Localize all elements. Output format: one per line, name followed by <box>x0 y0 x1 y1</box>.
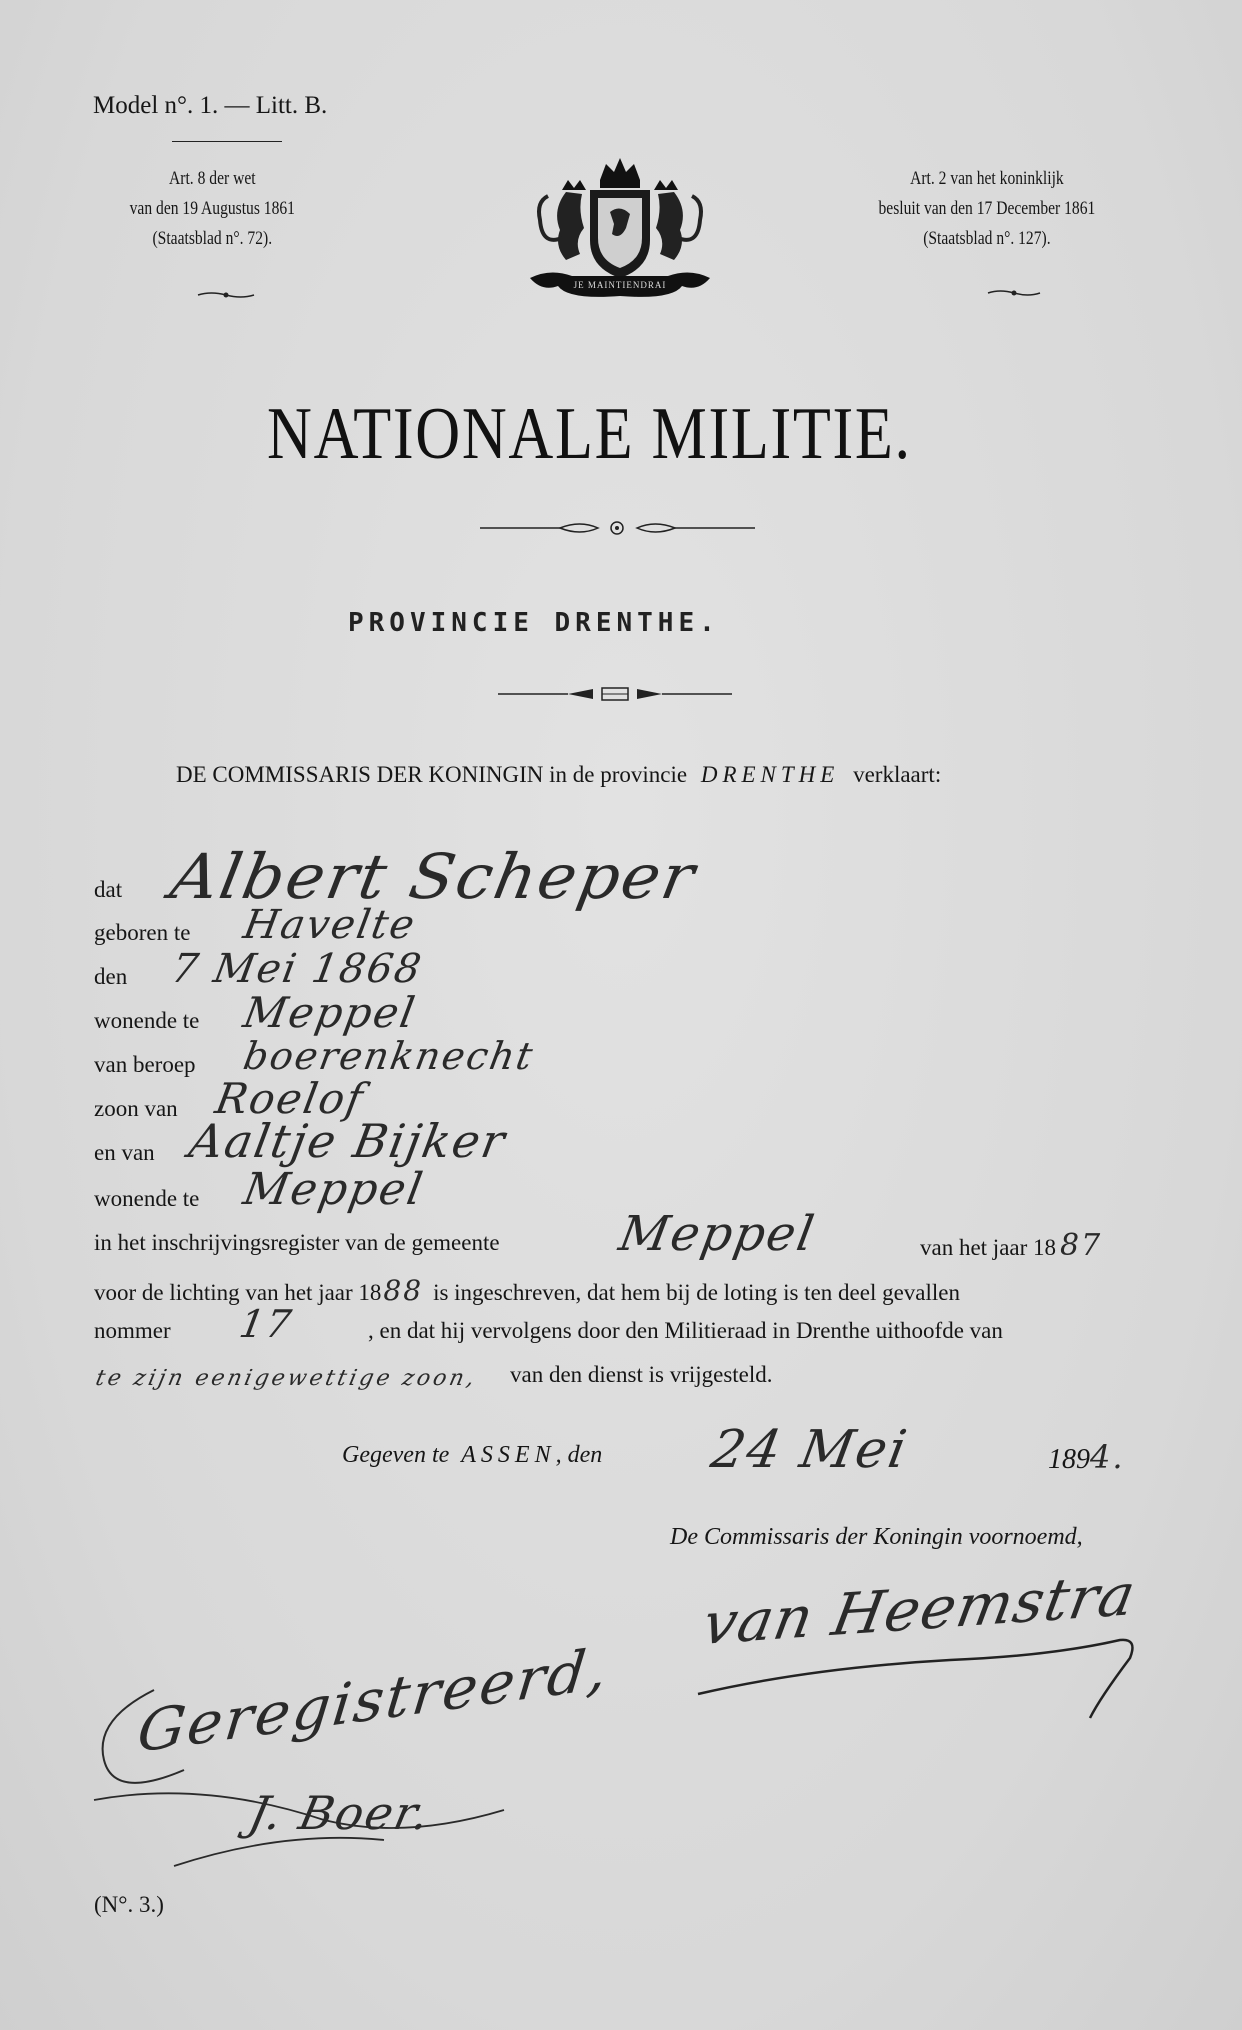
title-ornament <box>480 518 755 538</box>
page-title: NATIONALE MILITIE. <box>267 393 912 475</box>
coat-motto: JE MAINTIENDRAI <box>573 280 667 290</box>
left-legal-reference <box>118 164 307 254</box>
body-line-3b: , en dat hij vervolgens door den Militieraad in Drenthe uithoofde van <box>368 1318 1003 1343</box>
register-year-prefix: van het jaar 18 <box>920 1235 1057 1260</box>
field-birthplace: Havelte <box>239 902 420 948</box>
province-heading: PROVINCIE DRENTHE. <box>348 608 720 638</box>
province-name: DRENTHE <box>700 762 840 787</box>
lichting-year: 88 <box>383 1274 424 1307</box>
given-year-suffix: 4. <box>1090 1438 1125 1476</box>
form-number: (N°. 3.) <box>94 1892 164 1917</box>
right-ref-line: (Staatsblad n°. 127). <box>923 228 1051 249</box>
right-ref-line: Art. 2 van het koninklijk <box>910 168 1064 189</box>
label-nommer: nommer <box>94 1318 171 1343</box>
right-legal-reference <box>868 164 1106 254</box>
registration-flourish <box>84 1680 524 1880</box>
field-given-date: 24 Mei <box>706 1420 913 1480</box>
body-line-1b <box>920 1228 1102 1263</box>
body-line-1a: in het inschrijvingsregister van de gemeente <box>94 1230 500 1255</box>
left-ref-line: van den 19 Augustus 1861 <box>129 198 295 219</box>
label-geboren-te: geboren te <box>94 920 191 945</box>
right-ornament <box>986 288 1042 298</box>
declaration-verb: verklaart: <box>853 762 942 787</box>
lichting-prefix: voor de lichting van het jaar 18 <box>94 1280 382 1305</box>
left-ornament <box>196 290 256 300</box>
registration-text: Geregistreerd, <box>134 1634 613 1766</box>
declaration-line <box>176 762 941 788</box>
field-father: Roelof <box>211 1074 369 1123</box>
given-year <box>1048 1438 1125 1476</box>
province-ornament <box>498 686 732 702</box>
commissioner-signature: van Heemstra <box>697 1560 1142 1658</box>
body-line-4b: van den dienst is vrijgesteld. <box>510 1362 773 1387</box>
left-ref-line: (Staatsblad n°. 72). <box>152 228 273 249</box>
lichting-rest: is ingeschreven, dat hem bij de loting is ten deel gevallen <box>433 1280 960 1305</box>
signature-flourish <box>690 1598 1140 1728</box>
body-line-2 <box>94 1274 960 1307</box>
field-birthdate: 7 Mei 1868 <box>167 946 427 992</box>
label-wonende-te: wonende te <box>94 1008 200 1033</box>
label-dat: dat <box>94 877 123 902</box>
registration-name: J. Boer. <box>244 1786 437 1840</box>
left-ref-line: Art. 8 der wet <box>169 168 256 189</box>
given-place: ASSEN <box>461 1442 556 1468</box>
field-mother: Aaltje Bijker <box>185 1114 511 1168</box>
coat-of-arms-icon <box>522 150 718 306</box>
label-den: den <box>94 964 128 989</box>
field-profession: boerenknecht <box>240 1034 538 1078</box>
field-nommer: 17 <box>236 1302 297 1346</box>
right-ref-line: besluit van den 17 December 1861 <box>878 198 1096 219</box>
register-year: 87 <box>1060 1228 1103 1263</box>
signatory-role: De Commissaris der Koningin voornoemd, <box>670 1524 1083 1550</box>
label-zoon-van: zoon van <box>94 1096 178 1121</box>
field-name: Albert Scheper <box>165 840 702 913</box>
given-den: , den <box>555 1442 603 1468</box>
given-year-prefix: 189 <box>1048 1444 1090 1475</box>
model-number: Model n°. 1. — Litt. B. <box>93 92 328 119</box>
label-en-van: en van <box>94 1140 155 1165</box>
header-rule-left <box>172 141 282 142</box>
field-gemeente: Meppel <box>615 1206 820 1262</box>
given-prefix: Gegeven te <box>342 1442 450 1468</box>
field-residence-2: Meppel <box>239 1164 429 1215</box>
field-residence: Meppel <box>239 988 421 1037</box>
label-van-beroep: van beroep <box>94 1052 196 1077</box>
declaration-intro: DE COMMISSARIS DER KONINGIN in de provincie <box>176 762 688 787</box>
field-reason: te zijn eenigewettige zoon, <box>93 1366 480 1391</box>
given-line <box>342 1442 602 1469</box>
label-wonende-te-2: wonende te <box>94 1186 200 1211</box>
